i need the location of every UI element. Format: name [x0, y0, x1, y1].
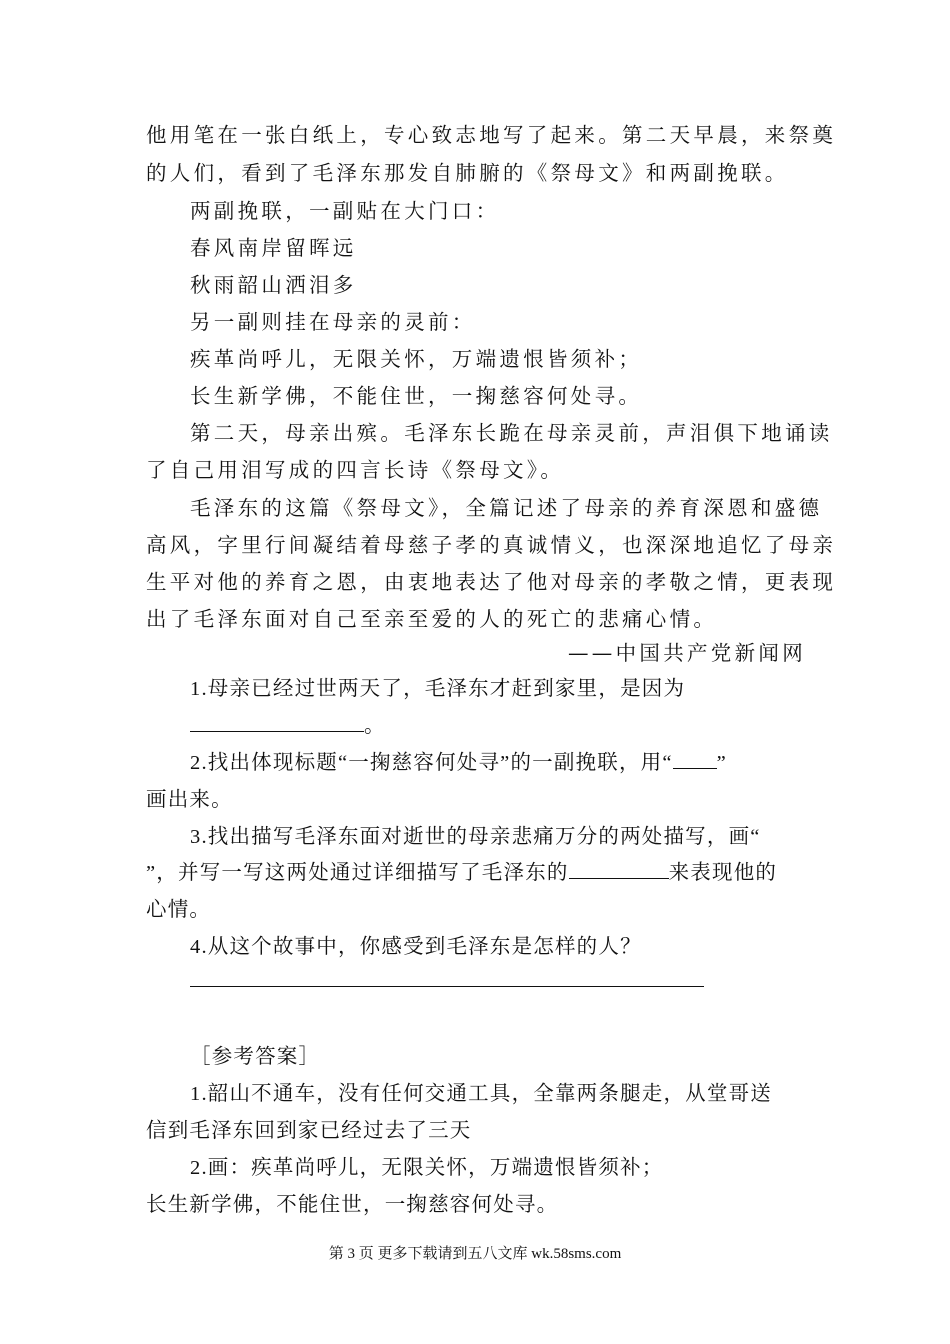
answer-2-line-2: 长生新学佛，不能住世，一掬慈容何处寻。: [146, 1194, 559, 1216]
underline-sample: [673, 750, 717, 769]
answer-1-line-1: 1.韶山不通车，没有任何交通工具，全靠两条腿走，从堂哥送: [190, 1083, 772, 1105]
question-3-text-end: 来表现他的: [668, 862, 778, 884]
question-2-close-quote: ”: [716, 752, 727, 774]
story-paragraph-5-line-3: 生平对他的养育之恩，由衷地表达了他对母亲的孝敬之情，更表现: [146, 570, 837, 594]
answer-1-line-2: 信到毛泽东回到家已经过去了三天: [146, 1120, 472, 1142]
story-paragraph-4-line-1: 第二天，母亲出殡。毛泽东长跪在母亲灵前，声泪俱下地诵读: [190, 421, 833, 445]
question-2-line-1: [190, 748, 727, 778]
couplet-2-line-b: 长生新学佛，不能住世，一掬慈容何处寻。: [190, 384, 643, 408]
story-paragraph-1-line-2: 的人们，看到了毛泽东那发自肺腑的《祭母文》和两副挽联。: [146, 161, 789, 185]
answer-blank-q4[interactable]: [190, 968, 704, 987]
question-3-line-2: [146, 858, 777, 888]
question-4-answer-line: [190, 966, 704, 996]
story-paragraph-5-line-4: 出了毛泽东面对自己至亲至爱的人的死亡的悲痛心情。: [146, 607, 718, 631]
answer-2-line-1: 2.画：疾革尚呼儿，无限关怀，万端遗恨皆须补；: [190, 1157, 664, 1179]
page-footer: 第 3 页 更多下载请到五八文库 wk.58sms.com: [328, 1246, 622, 1262]
answer-blank-q1[interactable]: [190, 713, 364, 732]
question-4-line-1: 4.从这个故事中，你感受到毛泽东是怎样的人？: [190, 936, 642, 958]
source-attribution: ——中国共产党新闻网: [568, 641, 806, 665]
question-1-end: 。: [364, 715, 386, 737]
couplet-2-line-a: 疾革尚呼儿，无限关怀，万端遗恨皆须补；: [190, 347, 643, 371]
couplet-1-line-b: 秋雨韶山洒泪多: [190, 273, 357, 297]
question-1-line-1: 1.母亲已经过世两天了，毛泽东才赶到家里，是因为: [190, 678, 686, 700]
question-3-line-3: 心情。: [146, 899, 212, 921]
story-paragraph-5-line-2: 高风，字里行间凝结着母慈子孝的真诚情义，也深深地追忆了母亲: [146, 533, 837, 557]
answers-heading: ［参考答案］: [190, 1046, 321, 1068]
story-paragraph-3: 另一副则挂在母亲的灵前：: [190, 310, 476, 334]
couplet-1-line-a: 春风南岸留晖远: [190, 236, 357, 260]
story-paragraph-5-line-1: 毛泽东的这篇《祭母文》，全篇记述了母亲的养育深恩和盛德: [190, 496, 823, 520]
question-3-line-1: 3.找出描写毛泽东面对逝世的母亲悲痛万分的两处描写，画“: [190, 826, 761, 848]
story-paragraph-2: 两副挽联，一副贴在大门口：: [190, 199, 500, 223]
question-2-text: 2.找出体现标题“一掬慈容何处寻”的一副挽联，用“: [190, 752, 673, 774]
question-1-line-2: [190, 711, 386, 741]
answer-blank-q3[interactable]: [569, 860, 669, 879]
question-3-text: ”，并写一写这两处通过详细描写了毛泽东的: [146, 862, 569, 884]
story-paragraph-1-line-1: 他用笔在一张白纸上，专心致志地写了起来。第二天早晨，来祭奠: [146, 123, 837, 147]
question-2-line-2: 画出来。: [146, 789, 233, 811]
story-paragraph-4-line-2: 了自己用泪写成的四言长诗《祭母文》。: [146, 458, 565, 482]
